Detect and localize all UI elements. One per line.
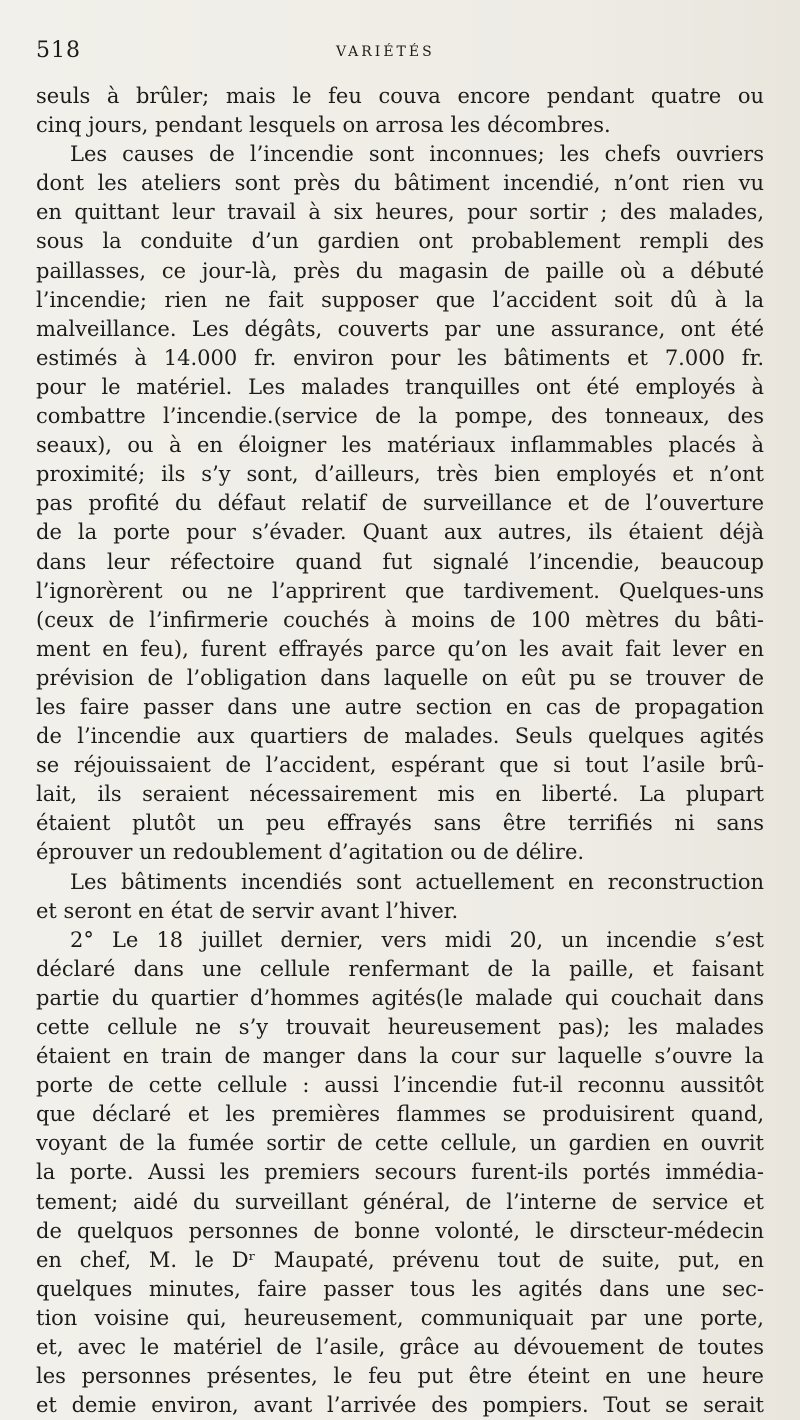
text-line: paillasses, ce jour-là, près du magasin de paille où a débuté: [36, 258, 764, 283]
text-line: dont les ateliers sont près du bâtiment incendié, n’ont rien vu: [36, 171, 764, 196]
text-line: l’ignorèrent ou ne l’apprirent que tardivement. Quelques-uns: [36, 578, 764, 603]
text-line: prévision de l’obligation dans laquelle on eût pu se trouver de: [36, 665, 764, 690]
text-line: ment en feu), furent effrayés parce qu’on les avait fait lever en: [36, 636, 764, 661]
text-line: dans leur réfectoire quand fut signalé l’incendie, beaucoup: [36, 549, 764, 574]
text-line: éprouver un redoublement d’agitation ou de délire.: [36, 840, 585, 865]
text-line: pour le matériel. Les malades tranquilles ont été employés à: [36, 374, 764, 399]
text-line: en chef, M. le Dʳ Maupaté, prévenu tout de suite, put, en: [36, 1247, 764, 1272]
text-line: déclaré dans une cellule renfermant de la paille, et faisant: [36, 956, 764, 981]
text-line: voyant de la fumée sortir de cette cellule, un gardien en ouvrit: [36, 1131, 764, 1156]
text-line: seaux), ou à en éloigner les matériaux inflammables placés à: [36, 433, 764, 458]
page-number: 518: [36, 38, 81, 63]
text-line: que déclaré et les premières flammes se produisirent quand,: [36, 1102, 764, 1127]
text-line: seuls à brûler; mais le feu couva encore pendant quatre ou: [36, 84, 764, 108]
text-line: l’incendie; rien ne fait supposer que l’accident soit dû à la: [36, 287, 764, 312]
body-text: [36, 82, 764, 1420]
text-line: proximité; ils s’y sont, d’ailleurs, très bien employés et n’ont: [36, 462, 764, 487]
text-line: estimés à 14.000 fr. environ pour les bâtiments et 7.000 fr.: [36, 345, 764, 370]
text-line: en quittant leur travail à six heures, pour sortir ; des malades,: [36, 200, 764, 225]
text-line: cette cellule ne s’y trouvait heureusement pas); les malades: [36, 1015, 764, 1039]
text-line: se réjouissaient de l’accident, espérant que si tout l’asile brû-: [36, 753, 764, 778]
text-line: quelques minutes, faire passer tous les agités dans une sec-: [36, 1276, 764, 1301]
text-line: la porte. Aussi les premiers secours furent-ils portés immédia-: [36, 1160, 764, 1185]
text-line: étaient plutôt un peu effrayés sans être terrifiés ni sans: [36, 811, 764, 836]
text-line: les faire passer dans une autre section en cas de propagation: [36, 694, 764, 719]
text-line: et demie environ, avant l’arrivée des pompiers. Tout se serait: [36, 1393, 764, 1418]
text-line: pas profité du défaut relatif de surveillance et de l’ouverture: [36, 491, 764, 516]
text-line: 2° Le 18 juillet dernier, vers midi 20, un incendie s’est: [70, 927, 764, 952]
text-line: et seront en état de servir avant l’hiver.: [36, 898, 459, 923]
text-line: étaient en train de manger dans la cour sur laquelle s’ouvre la: [36, 1044, 764, 1069]
text-line: sous la conduite d’un gardien ont probablement rempli des: [36, 229, 764, 254]
text-line: malveillance. Les dégâts, couverts par une assurance, ont été: [36, 316, 764, 341]
text-line: porte de cette cellule : aussi l’incendie fut-il reconnu aussitôt: [36, 1073, 764, 1098]
text-line: de la porte pour s’évader. Quant aux autres, ils étaient déjà: [36, 520, 764, 545]
text-line: tion voisine qui, heureusement, communiquait par une porte,: [36, 1305, 764, 1330]
text-line: combattre l’incendie.(service de la pompe, des tonneaux, des: [36, 404, 764, 429]
text-line: de quelquos personnes de bonne volonté, le dirscteur-médecin: [36, 1218, 764, 1243]
text-line: lait, ils seraient nécessairement mis en liberté. La plupart: [36, 782, 764, 807]
page-header: [36, 38, 764, 68]
text-line: les personnes présentes, le feu put être éteint en une heure: [36, 1364, 764, 1389]
text-line: (ceux de l’infirmerie couchés à moins de 100 mètres du bâti-: [36, 607, 764, 632]
running-head: VARIÉTÉS: [336, 44, 435, 60]
text-line: et, avec le matériel de l’asile, grâce au dévouement de toutes: [36, 1335, 764, 1360]
text-line: cinq jours, pendant lesquels on arrosa les décombres.: [36, 113, 611, 138]
text-line: Les causes de l’incendie sont inconnues; les chefs ouvriers: [70, 142, 764, 167]
text-line: de l’incendie aux quartiers de malades. Seuls quelques agités: [36, 724, 764, 749]
text-line: tement; aidé du surveillant général, de l’interne de service et: [36, 1189, 764, 1214]
text-line: Les bâtiments incendiés sont actuellement en reconstruction: [70, 869, 764, 894]
text-line: partie du quartier d’hommes agités(le malade qui couchait dans: [36, 985, 764, 1010]
